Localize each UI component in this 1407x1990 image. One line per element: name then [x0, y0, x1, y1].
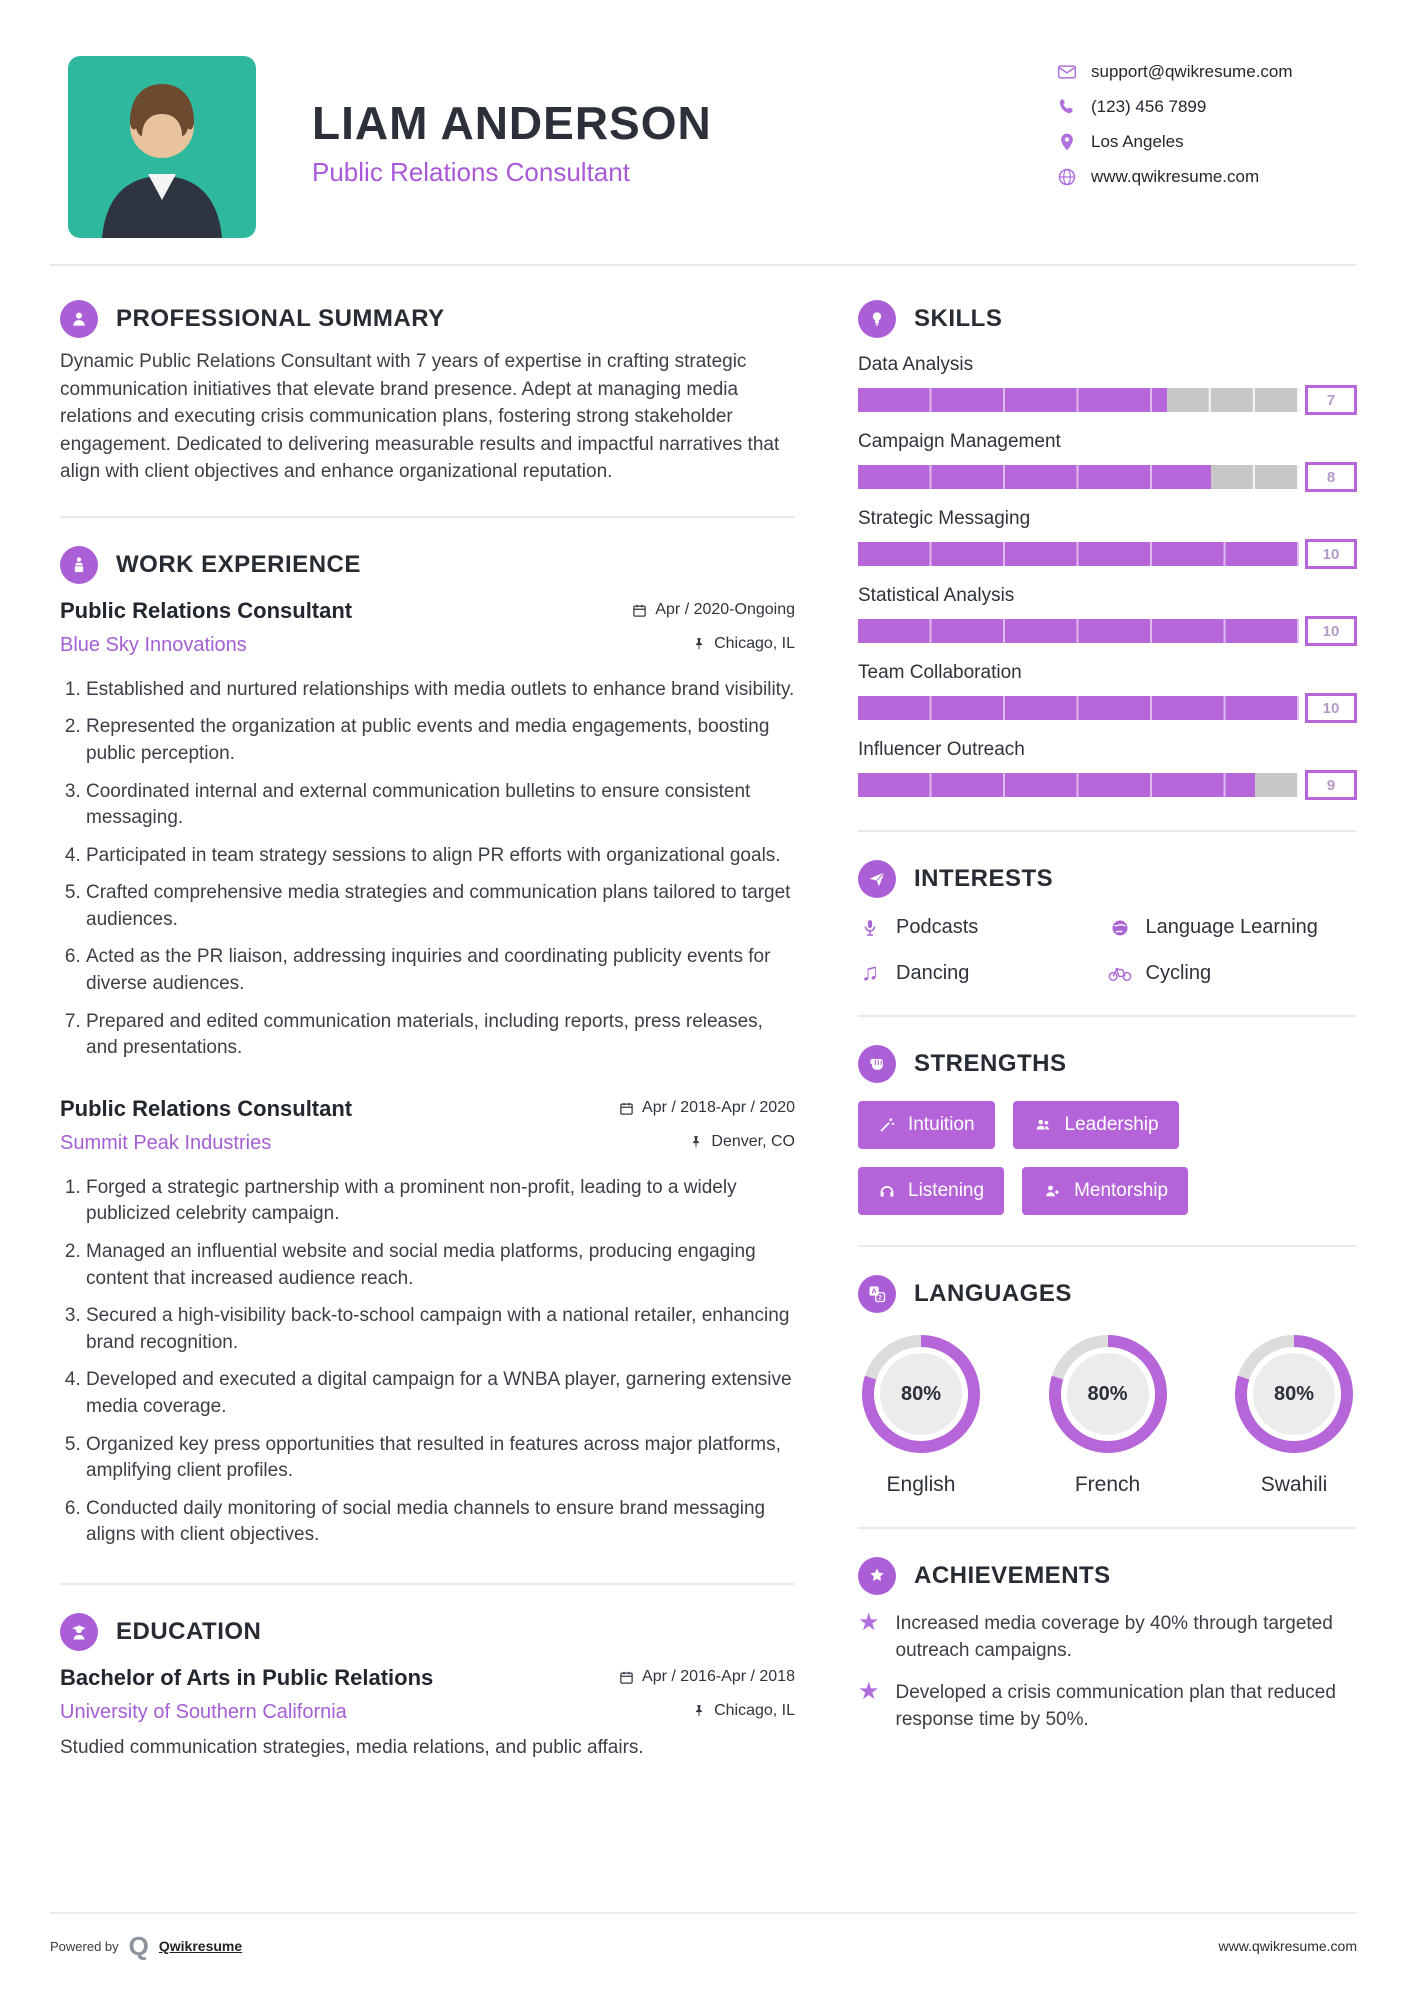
achievement-text: Developed a crisis communication plan that reduced response time by 50%.: [895, 1682, 1336, 1730]
star-icon: ★: [858, 1678, 880, 1706]
interest-item: [1108, 916, 1358, 939]
strengths-section-header: [858, 1045, 1357, 1083]
profile-photo: [68, 56, 256, 238]
interests-grid: [858, 916, 1357, 985]
job-bullet: 5. Crafted comprehensive media strategies and communication plans tailored to target audiences.: [86, 880, 795, 933]
identity-block: [312, 56, 712, 188]
pin-icon: [692, 1704, 706, 1718]
language-label: French: [1074, 1473, 1141, 1496]
svg-text:A: A: [871, 1287, 877, 1296]
skill-item: Strategic Messaging 10: [858, 508, 1357, 569]
job-location: Chicago, IL: [692, 635, 795, 653]
powered-by-block: [50, 1933, 242, 1959]
skill-bar-fill: [858, 465, 1211, 489]
strength-chip: [1022, 1167, 1188, 1215]
language-item: [862, 1335, 980, 1497]
language-label: English: [886, 1473, 956, 1496]
skill-item: Statistical Analysis 10: [858, 585, 1357, 646]
interest-item: [858, 916, 1108, 939]
interest-item: [1108, 961, 1358, 985]
footer-website-link[interactable]: www.qwikresume.com: [1218, 1938, 1357, 1954]
calendar-icon: [632, 603, 647, 618]
education-section-header: [60, 1613, 795, 1651]
strengths-heading: STRENGTHS: [914, 1050, 1067, 1077]
education-description: Studied communication strategies, media relations, and public affairs.: [60, 1736, 644, 1758]
graduate-icon: [60, 1613, 98, 1651]
headphones-icon: [878, 1182, 896, 1200]
user-plus-icon: [1042, 1182, 1062, 1200]
language-percent: 80%: [1067, 1353, 1149, 1435]
achievement-text: Increased media coverage by 40% through targeted outreach campaigns.: [895, 1613, 1333, 1661]
degree-title: Bachelor of Arts in Public Relations: [60, 1664, 434, 1690]
skill-rating-badge: 10: [1305, 616, 1357, 646]
calendar-icon: [619, 1670, 634, 1685]
skills-section-header: [858, 300, 1357, 338]
person-title: Public Relations Consultant: [312, 156, 630, 187]
contact-website-text: www.qwikresume.com: [1091, 167, 1260, 186]
skill-bar-fill: [858, 696, 1299, 720]
left-column: [60, 272, 795, 1762]
job-location: Denver, CO: [689, 1133, 795, 1151]
language-item: [1235, 1335, 1353, 1497]
contact-location: [1057, 132, 1357, 152]
job-dates: Apr / 2018-Apr / 2020: [619, 1099, 795, 1117]
job-bullet: 7. Prepared and edited communication materials, including reports, press releases, and presentations.: [86, 1009, 795, 1062]
interests-heading: INTERESTS: [914, 865, 1054, 892]
job-bullet: 3. Secured a high-visibility back-to-school campaign with a national retailer, enhancing brand recognition.: [86, 1303, 795, 1356]
language-progress-ring: [1049, 1335, 1167, 1453]
wand-icon: [878, 1116, 896, 1134]
podium-speaker-icon: [60, 546, 98, 584]
summary-section-header: [60, 300, 795, 338]
contact-website[interactable]: [1057, 167, 1357, 187]
job-bullet: 3. Coordinated internal and external communication bulletins to ensure consistent messaging.: [86, 779, 795, 832]
location-icon: [1057, 132, 1077, 152]
globe-icon: [1057, 167, 1077, 187]
skill-item: Campaign Management 8: [858, 431, 1357, 492]
music-note-icon: ♫: [861, 959, 879, 986]
skill-rating-badge: 10: [1305, 539, 1357, 569]
strengths-grid: [858, 1101, 1278, 1215]
strength-chip: [858, 1167, 1004, 1215]
right-divider-3: [858, 1245, 1357, 1247]
work-heading: WORK EXPERIENCE: [116, 550, 361, 578]
skill-rating-badge: 7: [1305, 385, 1357, 415]
skill-rating-badge: 10: [1305, 693, 1357, 723]
skill-rating-badge: 9: [1305, 770, 1357, 800]
contact-phone-text: (123) 456 7899: [1091, 97, 1207, 116]
svg-text:2: 2: [878, 1294, 882, 1302]
users-icon: [1033, 1116, 1053, 1134]
language-percent: 80%: [1253, 1353, 1335, 1435]
strength-label: Intuition: [908, 1114, 975, 1135]
right-divider-2: [858, 1015, 1357, 1017]
skill-bar-track: [858, 619, 1299, 643]
skill-bar-track: [858, 388, 1299, 412]
work-section-header: [60, 546, 795, 584]
interest-label: Podcasts: [896, 916, 979, 938]
skill-item: Data Analysis 7: [858, 354, 1357, 415]
language-label: Swahili: [1260, 1473, 1328, 1496]
star-medal-icon: [858, 1557, 896, 1595]
skill-bar-fill: [858, 619, 1299, 643]
pin-icon: [692, 637, 706, 651]
phone-icon: [1057, 97, 1077, 117]
strength-label: Listening: [908, 1180, 985, 1201]
header: [0, 0, 1407, 238]
job-bullet-list: [60, 1175, 795, 1549]
skill-bar-fill: [858, 388, 1167, 412]
languages-heading: LANGUAGES: [914, 1280, 1072, 1307]
job-bullet: 4. Developed and executed a digital campaign for a WNBA player, garnering extensive media coverage.: [86, 1367, 795, 1420]
bicycle-icon: [1108, 963, 1132, 983]
job-dates: Apr / 2020-Ongoing: [632, 601, 795, 619]
skill-bar-track: [858, 696, 1299, 720]
strength-label: Leadership: [1064, 1114, 1159, 1135]
skills-heading: SKILLS: [914, 305, 1003, 332]
star-icon: ★: [858, 1609, 880, 1636]
skill-bar-fill: [858, 773, 1255, 797]
languages-section-header: [858, 1275, 1357, 1313]
qwikresume-logo: Q: [128, 1931, 149, 1961]
school-name: University of Southern California: [60, 1700, 347, 1723]
education-location: Chicago, IL: [692, 1702, 795, 1720]
strength-label: Mentorship: [1074, 1180, 1169, 1201]
job-company: Blue Sky Innovations: [60, 633, 247, 656]
skill-bar-track: [858, 465, 1299, 489]
language-progress-ring: [1235, 1335, 1353, 1453]
achievements-heading: ACHIEVEMENTS: [914, 1562, 1111, 1589]
fist-icon: [858, 1045, 896, 1083]
paper-plane-icon: [858, 860, 896, 898]
skill-item: Influencer Outreach 9: [858, 739, 1357, 800]
job-entry-1: [60, 598, 795, 1062]
language-progress-ring: [862, 1335, 980, 1453]
calendar-icon: [619, 1101, 634, 1116]
interest-label: Language Learning: [1145, 916, 1318, 938]
achievements-section-header: [858, 1557, 1357, 1595]
contact-email[interactable]: [1057, 62, 1357, 82]
footer: [50, 1912, 1357, 1978]
job-bullet: 1. Forged a strategic partnership with a prominent non-profit, leading to a widely publicized celebrity campaign.: [86, 1175, 795, 1228]
job-title: Public Relations Consultant: [60, 597, 353, 623]
contact-email-text: support@qwikresume.com: [1091, 62, 1293, 81]
job-bullet: 4. Participated in team strategy sessions to align PR efforts with organizational goals.: [86, 843, 795, 870]
education-heading: EDUCATION: [116, 1617, 262, 1645]
left-divider-1: [60, 516, 795, 518]
contact-location-text: Los Angeles: [1091, 132, 1184, 151]
job-bullet: 6. Conducted daily monitoring of social media channels to ensure brand messaging aligns with client objectives.: [86, 1496, 795, 1549]
qwikresume-link[interactable]: Qwikresume: [158, 1938, 243, 1954]
contact-block: [1057, 56, 1357, 187]
job-entry-2: [60, 1096, 795, 1549]
right-divider-1: [858, 830, 1357, 832]
powered-by-label: Powered by: [50, 1938, 119, 1954]
job-bullet: 2. Managed an influential website and social media platforms, producing engaging content that increased audience reach.: [86, 1239, 795, 1292]
job-bullet-list: [60, 677, 795, 1062]
right-column: [858, 272, 1357, 1733]
person-icon: [60, 300, 98, 338]
email-icon: [1057, 62, 1077, 82]
translate-icon: [858, 1275, 896, 1313]
language-percent: 80%: [880, 1353, 962, 1435]
job-bullet: 2. Represented the organization at public events and media engagements, boosting public perception.: [86, 714, 795, 767]
job-bullet: 1. Established and nurtured relationships with media outlets to enhance brand visibility.: [86, 677, 795, 704]
achievement-item: [858, 1680, 1357, 1733]
job-bullet: 5. Organized key press opportunities that resulted in features across major platforms, amplifying client profiles.: [86, 1432, 795, 1485]
job-bullet: 6. Acted as the PR liaison, addressing inquiries and coordinating publicity events for diverse audiences.: [86, 944, 795, 997]
pin-icon: [689, 1135, 703, 1149]
globe-icon: [1108, 918, 1132, 938]
skill-rating-badge: 8: [1305, 462, 1357, 492]
language-item: [1049, 1335, 1167, 1497]
person-name: LIAM ANDERSON: [312, 97, 712, 149]
education-dates: Apr / 2016-Apr / 2018: [619, 1668, 795, 1686]
strength-chip: [858, 1101, 995, 1149]
skill-item: Team Collaboration 10: [858, 662, 1357, 723]
interest-item: [858, 961, 1108, 985]
skill-bar-fill: [858, 542, 1299, 566]
skill-bar-track: [858, 773, 1299, 797]
interest-label: Dancing: [896, 961, 970, 984]
content-columns: [0, 266, 1407, 1912]
contact-phone[interactable]: [1057, 97, 1357, 117]
achievement-item: [858, 1611, 1357, 1664]
right-divider-4: [858, 1527, 1357, 1529]
interest-label: Cycling: [1145, 961, 1212, 984]
summary-heading: PROFESSIONAL SUMMARY: [116, 305, 445, 332]
summary-text: Dynamic Public Relations Consultant with 7 years of expertise in crafting strategic communication initiatives that elevate brand presence. Adept at managing media relations and executing crisis communication plans, fostering strong stakeholder engagement. Dedicated to delivering measurable results and impactful narratives that align with client objectives and enhance organizational reputation.: [60, 351, 780, 483]
job-title: Public Relations Consultant: [60, 1095, 353, 1121]
lightbulb-icon: [858, 300, 896, 338]
languages-row: [858, 1335, 1357, 1497]
interests-section-header: [858, 860, 1357, 898]
left-divider-2: [60, 1583, 795, 1585]
strength-chip: [1013, 1101, 1179, 1149]
microphone-icon: [858, 918, 882, 938]
profile-photo-image: [68, 56, 256, 238]
job-company: Summit Peak Industries: [60, 1131, 272, 1154]
skill-bar-track: [858, 542, 1299, 566]
education-entry: [60, 1665, 795, 1762]
